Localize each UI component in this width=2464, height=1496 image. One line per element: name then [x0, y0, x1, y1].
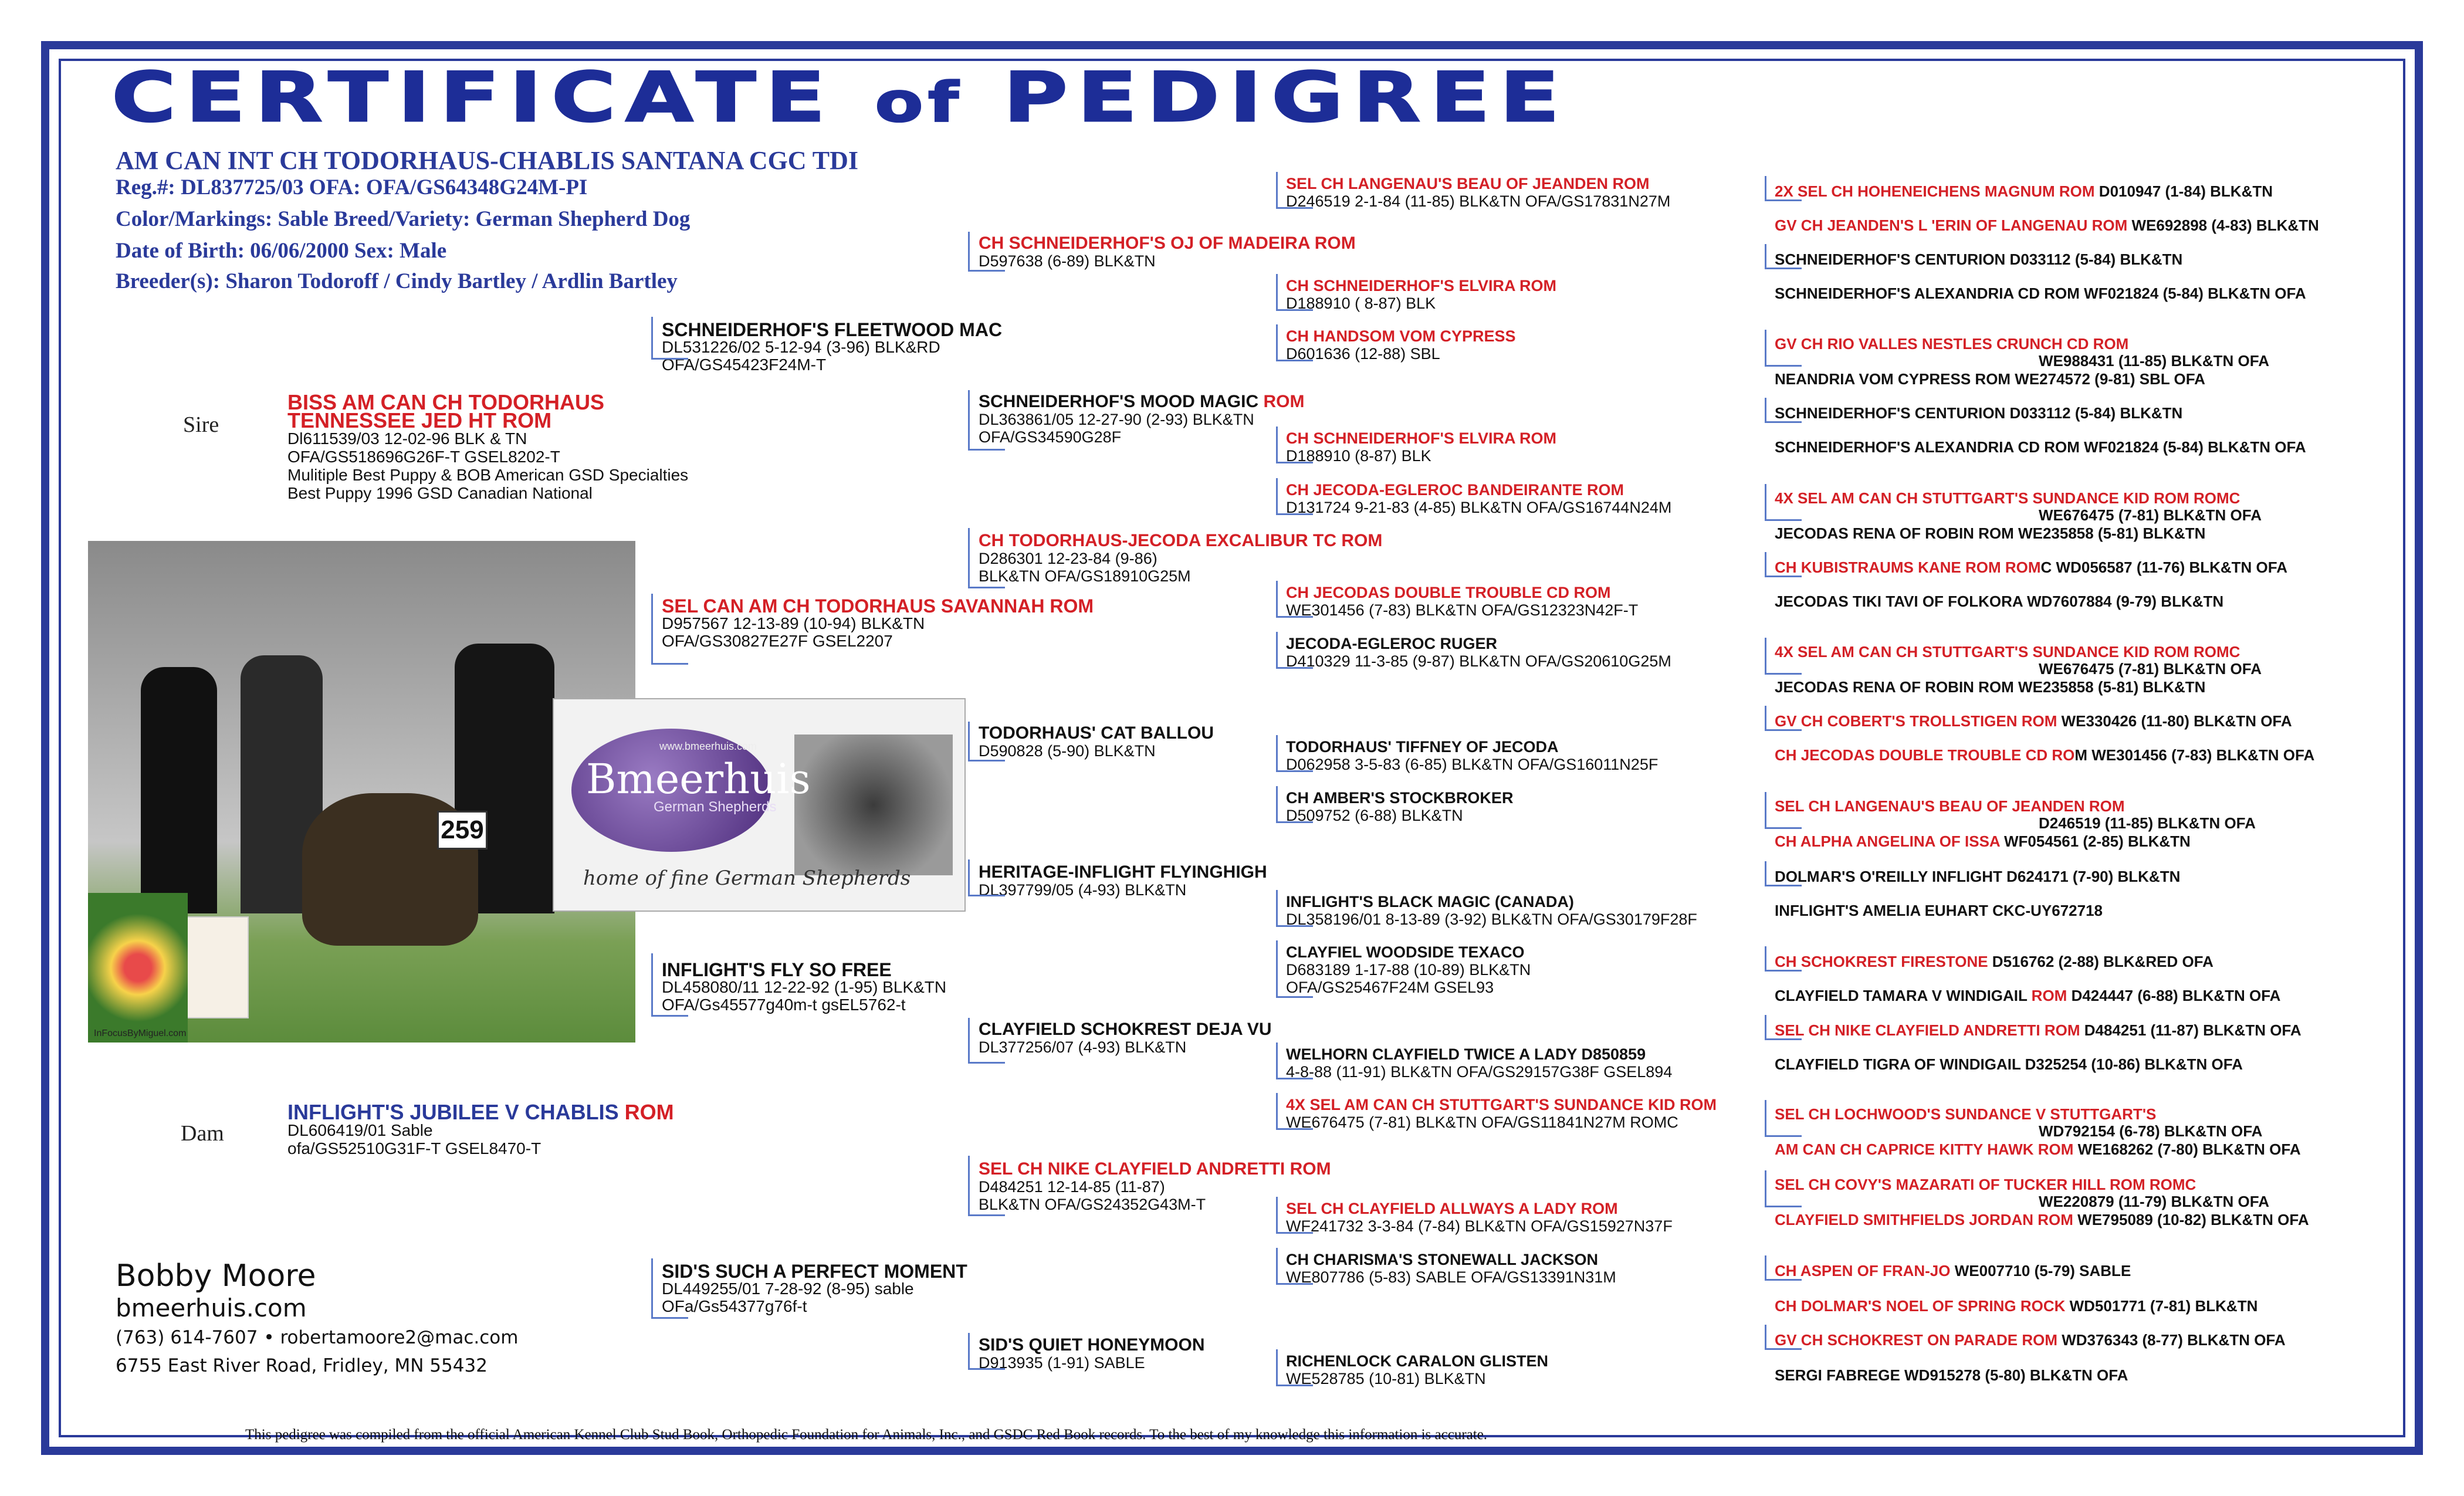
bracket: [1765, 1255, 1802, 1281]
bracket: [1765, 792, 1802, 829]
g3-detail-8a: D913935 (1-91) SABLE: [979, 1354, 1145, 1372]
g5-entry-26: [1775, 1141, 2301, 1158]
g5-black-14: JECODAS RENA OF ROBIN ROM WE235858 (5-81) BLK&TN: [1775, 678, 2206, 696]
g4-name-4: CH SCHNEIDERHOF'S ELVIRA ROM: [1286, 429, 1556, 447]
dog-name: AM CAN INT CH TODORHAUS-CHABLIS SANTANA CGC TDI: [116, 146, 859, 175]
g5-line2-25: WD792154 (6-78) BLK&TN OFA: [2039, 1122, 2263, 1140]
bracket: [1765, 484, 1802, 521]
g3-entry-1: [979, 235, 1356, 270]
g5-black2-22: D424447 (6-88) BLK&TN OFA: [2067, 987, 2281, 1004]
g5-entry-20: [1775, 902, 2103, 919]
g5-red-21: CH SCHOKREST FIRESTONE: [1775, 953, 1988, 970]
g4-detail-10: DL358196/01 8-13-89 (3-92) BLK&TN OFA/GS30179F28F: [1286, 911, 1697, 928]
logo-brand: Bmeerhuis: [586, 755, 811, 803]
contact-website: bmeerhuis.com: [116, 1294, 307, 1322]
g4-detail-6: WE301456 (7-83) BLK&TN OFA/GS12323N42F-T: [1286, 601, 1639, 619]
g5-entry-9: [1775, 490, 2262, 524]
g4-name-2: CH SCHNEIDERHOF'S ELVIRA ROM: [1286, 277, 1556, 295]
g4-entry-10: [1286, 893, 1697, 928]
logo-subtitle: German Shepherds: [654, 799, 777, 815]
g3-rom-2: ROM: [1263, 392, 1305, 411]
bracket: [1276, 581, 1313, 618]
g5-entry-1: [1775, 183, 2273, 200]
dam-rom: ROM: [624, 1100, 674, 1124]
g5-black-22: CLAYFIELD TAMARA V WINDIGAIL: [1775, 987, 2032, 1004]
g2-detail-2b: OFA/GS30827E27F GSEL2207: [662, 632, 893, 650]
g5-entry-22: [1775, 987, 2280, 1004]
g5-entry-18: [1775, 833, 2191, 850]
g4-detail-9: D509752 (6-88) BLK&TN: [1286, 807, 1463, 824]
g4-detail-4: D188910 (8-87) BLK: [1286, 447, 1431, 465]
bracket: [1276, 1093, 1313, 1130]
g4-name-15: CH CHARISMA'S STONEWALL JACKSON: [1286, 1251, 1598, 1268]
g5-black-8: SCHNEIDERHOF'S ALEXANDRIA CD ROM WF021824 (5-84) BLK&TN OFA: [1775, 438, 2306, 456]
g3-detail-3b: BLK&TN OFA/GS18910G25M: [979, 567, 1191, 585]
g5-red-31: GV CH SCHOKREST ON PARADE ROM: [1775, 1331, 2057, 1349]
logo-tagline: home of fine German Shepherds: [583, 867, 911, 890]
bracket: [651, 594, 688, 665]
bracket: [1276, 632, 1313, 669]
g5-black-4: SCHNEIDERHOF'S ALEXANDRIA CD ROM WF021824 (5-84) BLK&TN OFA: [1775, 285, 2306, 302]
g4-entry-12: [1286, 1045, 1672, 1081]
g5-black-6: NEANDRIA VOM CYPRESS ROM WE274572 (9-81) SBL OFA: [1775, 370, 2205, 388]
g3-detail-5a: DL397799/05 (4-93) BLK&TN: [979, 881, 1187, 899]
g5-entry-27: [1775, 1176, 2269, 1210]
g5-entry-3: [1775, 251, 2182, 268]
dam-label: Dam: [181, 1121, 224, 1146]
g4-detail-5: D131724 9-21-83 (4-85) BLK&TN OFA/GS16744N24M: [1286, 499, 1672, 516]
g4-name-1: SEL CH LANGENAU'S BEAU OF JEANDEN ROM: [1286, 175, 1650, 192]
trophy-plaque: [182, 916, 249, 1018]
bracket: [1765, 244, 1802, 269]
contact-name: Bobby Moore: [116, 1258, 316, 1294]
g5-red-16: CH JECODAS DOUBLE TROUBLE CD RO: [1775, 746, 2075, 764]
g5-red-11: CH KUBISTRAUMS KANE ROM ROM: [1775, 559, 2041, 576]
g3-name-2: SCHNEIDERHOF'S MOOD MAGIC: [979, 392, 1264, 411]
bracket: [968, 232, 1005, 272]
g4-entry-1: [1286, 175, 1670, 210]
bracket: [1276, 735, 1313, 772]
g5-black-30: WD501771 (7-81) BLK&TN: [2065, 1297, 2258, 1315]
g4-name-12: WELHORN CLAYFIELD TWICE A LADY D850859: [1286, 1045, 1646, 1063]
sire-detail-3: Mulitiple Best Puppy & BOB American GSD Specialties: [287, 466, 689, 484]
bracket: [1765, 706, 1802, 731]
bracket: [968, 1018, 1005, 1064]
g2-detail-4a: DL449255/01 7-28-92 (8-95) sable: [662, 1280, 914, 1298]
bracket: [1276, 478, 1313, 515]
bracket: [1276, 940, 1313, 998]
bracket: [1276, 172, 1313, 209]
g5-black-29: WE007710 (5-79) SABLE: [1950, 1262, 2131, 1280]
g5-entry-10: [1775, 525, 2205, 542]
g5-entry-14: [1775, 679, 2205, 696]
bracket: [651, 953, 688, 1017]
g5-entry-25: [1775, 1106, 2262, 1140]
bracket: [1276, 274, 1313, 311]
g5-red-26: AM CAN CH CAPRICE KITTY HAWK ROM: [1775, 1140, 2074, 1158]
g4-entry-3: [1286, 327, 1516, 363]
g4-detail-2: D188910 ( 8-87) BLK: [1286, 295, 1436, 312]
g5-red-5: GV CH RIO VALLES NESTLES CRUNCH CD ROM: [1775, 335, 2129, 353]
g5-red-28: CLAYFIELD SMITHFIELDS JORDAN ROM: [1775, 1211, 2073, 1228]
g5-line2-27: WE220879 (11-79) BLK&TN OFA: [2039, 1193, 2270, 1210]
g5-black-15: WE330426 (11-80) BLK&TN OFA: [2057, 712, 2292, 730]
g3-name-7: SEL CH NIKE CLAYFIELD ANDRETTI ROM: [979, 1159, 1331, 1179]
bracket: [651, 317, 688, 360]
g5-red-2: GV CH JEANDEN'S L 'ERIN OF LANGENAU ROM: [1775, 216, 2128, 234]
g5-red-9: 4X SEL AM CAN CH STUTTGART'S SUNDANCE KID ROM ROMC: [1775, 489, 2240, 507]
g5-entry-30: [1775, 1298, 2257, 1315]
g4-entry-16: [1286, 1352, 1548, 1387]
g2-name-4: SID'S SUCH A PERFECT MOMENT: [662, 1261, 967, 1282]
sire-detail-4: Best Puppy 1996 GSD Canadian National: [287, 484, 593, 502]
g3-detail-3a: D286301 12-23-84 (9-86): [979, 550, 1157, 567]
bracket: [1276, 890, 1313, 927]
g2-name-2: SEL CAN AM CH TODORHAUS SAVANNAH ROM: [662, 595, 1094, 617]
g4-name-16: RICHENLOCK CARALON GLISTEN: [1286, 1352, 1548, 1370]
g4-entry-4: [1286, 429, 1556, 465]
g2-name-1: SCHNEIDERHOF'S FLEETWOOD MAC: [662, 319, 1003, 340]
g5-red-29: CH ASPEN OF FRAN-JO: [1775, 1262, 1951, 1280]
g3-name-5: HERITAGE-INFLIGHT FLYINGHIGH: [979, 862, 1267, 882]
g4-entry-7: [1286, 635, 1671, 670]
contact-phone-email: (763) 614-7607 • robertamoore2@mac.com: [116, 1327, 519, 1348]
g3-name-8: SID'S QUIET HONEYMOON: [979, 1335, 1205, 1355]
g5-entry-4: [1775, 285, 2306, 302]
photo-credit: InFocusByMiguel.com: [94, 1028, 187, 1038]
g4-detail-11a: D683189 1-17-88 (10-89) BLK&TN: [1286, 961, 1531, 979]
g2-detail-1a: DL531226/02 5-12-94 (3-96) BLK&RD: [662, 338, 940, 356]
g3-detail-1a: D597638 (6-89) BLK&TN: [979, 252, 1156, 270]
g4-name-13: 4X SEL AM CAN CH STUTTGART'S SUNDANCE KID ROM: [1286, 1096, 1717, 1113]
g5-red-17: SEL CH LANGENAU'S BEAU OF JEANDEN ROM: [1775, 797, 2125, 815]
g2-detail-4b: OFa/Gs54377g76f-t: [662, 1297, 807, 1315]
g5-entry-12: [1775, 593, 2223, 610]
bracket: [968, 390, 1005, 451]
breeders: Breeder(s): Sharon Todoroff / Cindy Bartley / Ardlin Bartley: [116, 269, 678, 293]
g2-detail-3b: OFA/Gs45577g40m-t gsEL5762-t: [662, 996, 906, 1014]
g4-name-9: CH AMBER'S STOCKBROKER: [1286, 789, 1514, 807]
g2-name-3: INFLIGHT'S FLY SO FREE: [662, 959, 892, 980]
bracket: [1765, 1325, 1802, 1350]
g5-black-31: WD376343 (8-77) BLK&TN OFA: [2057, 1331, 2286, 1349]
g2-entry-2: [662, 597, 1094, 650]
g5-entry-21: [1775, 953, 2213, 970]
g5-red-23: SEL CH NIKE CLAYFIELD ANDRETTI ROM: [1775, 1021, 2080, 1039]
dam-name: INFLIGHT'S JUBILEE V CHABLIS: [287, 1100, 625, 1124]
g5-red-30: CH DOLMAR'S NOEL OF SPRING ROCK: [1775, 1297, 2066, 1315]
g4-entry-9: [1286, 789, 1513, 824]
bracket: [1765, 638, 1802, 675]
sire-entry: [287, 390, 689, 502]
g5-black-32: SERGI FABREGE WD915278 (5-80) BLK&TN OFA: [1775, 1366, 2128, 1384]
dam-detail-2: ofa/GS52510G31F-T GSEL8470-T: [287, 1139, 541, 1157]
bracket: [968, 722, 1005, 761]
bmeerhuis-logo: [553, 698, 966, 912]
g5-entry-11: [1775, 559, 2287, 576]
logo-url: www.bmeerhuis.com: [659, 740, 757, 752]
g5-black-20: INFLIGHT'S AMELIA EUHART CKC-UY672718: [1775, 902, 2103, 919]
g2-detail-2a: D957567 12-13-89 (10-94) BLK&TN: [662, 614, 925, 632]
g4-detail-7: D410329 11-3-85 (9-87) BLK&TN OFA/GS20610G25M: [1286, 652, 1671, 670]
g3-name-3: CH TODORHAUS-JECODA EXCALIBUR TC ROM: [979, 531, 1383, 550]
g5-black-10: JECODAS RENA OF ROBIN ROM WE235858 (5-81) BLK&TN: [1775, 524, 2206, 542]
g2-entry-1: [662, 321, 1002, 374]
g5-black-21: D516762 (2-88) BLK&RED OFA: [1988, 953, 2213, 970]
g3-detail-6a: DL377256/07 (4-93) BLK&TN: [979, 1038, 1187, 1056]
g5-entry-24: [1775, 1056, 2243, 1073]
bracket: [1276, 1197, 1313, 1234]
bracket: [1276, 1349, 1313, 1386]
g3-detail-2a: DL363861/05 12-27-90 (2-93) BLK&TN: [979, 411, 1254, 428]
bracket: [651, 1258, 688, 1319]
g5-line2-9: WE676475 (7-81) BLK&TN OFA: [2039, 506, 2262, 524]
g3-entry-6: [979, 1021, 1272, 1056]
g4-detail-13: WE676475 (7-81) BLK&TN OFA/GS11841N27M ROMC: [1286, 1113, 1678, 1131]
g3-entry-8: [979, 1336, 1205, 1372]
dogs-photo: [794, 735, 953, 875]
g3-detail-7b: BLK&TN OFA/GS24352G43M-T: [979, 1196, 1206, 1213]
g4-name-7: JECODA-EGLEROC RUGER: [1286, 635, 1498, 652]
g5-entry-28: [1775, 1211, 2309, 1228]
g5-black-3: SCHNEIDERHOF'S CENTURION D033112 (5-84) BLK&TN: [1775, 251, 2183, 268]
g3-name-6: CLAYFIELD SCHOKREST DEJA VU: [979, 1020, 1272, 1039]
g5-black-19: DOLMAR'S O'REILLY INFLIGHT D624171 (7-90) BLK&TN: [1775, 868, 2181, 885]
g4-detail-12: 4-8-88 (11-91) BLK&TN OFA/GS29157G38F GSEL894: [1286, 1063, 1673, 1081]
g4-detail-14: WF241732 3-3-84 (7-84) BLK&TN OFA/GS15927N37F: [1286, 1217, 1673, 1235]
g5-entry-5: [1775, 336, 2269, 370]
registration-number: Reg.#: DL837725/03 OFA: OFA/GS64348G24M-PI: [116, 175, 588, 199]
g4-name-5: CH JECODA-EGLEROC BANDEIRANTE ROM: [1286, 481, 1624, 499]
color-breed: Color/Markings: Sable Breed/Variety: German Shepherd Dog: [116, 207, 691, 231]
dam-entry: [287, 1100, 674, 1157]
g5-entry-15: [1775, 713, 2292, 730]
bracket: [1765, 552, 1802, 577]
g4-entry-15: [1286, 1251, 1616, 1286]
title-word-of: of: [875, 70, 963, 134]
g5-red-13: 4X SEL AM CAN CH STUTTGART'S SUNDANCE KID ROM ROMC: [1775, 643, 2240, 661]
g5-entry-29: [1775, 1263, 2131, 1280]
g4-detail-3: D601636 (12-88) SBL: [1286, 345, 1440, 363]
g5-line2-17: D246519 (11-85) BLK&TN OFA: [2039, 814, 2256, 832]
g5-red-1: 2X SEL CH HOHENEICHENS MAGNUM ROM: [1775, 182, 2095, 200]
g4-entry-8: [1286, 738, 1658, 773]
g5-entry-2: [1775, 217, 2319, 234]
person-figure: [141, 667, 217, 913]
g2-detail-1b: OFA/GS45423F24M-T: [662, 356, 827, 374]
bracket: [1765, 330, 1802, 367]
g4-name-14: SEL CH CLAYFIELD ALLWAYS A LADY ROM: [1286, 1200, 1618, 1217]
bracket: [1765, 398, 1802, 423]
g3-detail-7a: D484251 12-14-85 (11-87): [979, 1178, 1165, 1196]
g4-detail-16: WE528785 (10-81) BLK&TN: [1286, 1370, 1486, 1387]
flowers: [88, 893, 188, 1043]
g4-name-11: CLAYFIEL WOODSIDE TEXACO: [1286, 943, 1525, 961]
g2-entry-3: [662, 961, 946, 1014]
g5-black-24: CLAYFIELD TIGRA OF WINDIGAIL D325254 (10-86) BLK&TN OFA: [1775, 1055, 2243, 1073]
g5-entry-31: [1775, 1332, 2286, 1349]
g2-entry-4: [662, 1263, 967, 1315]
g3-entry-4: [979, 725, 1214, 760]
arm-number: 259: [437, 811, 488, 849]
bracket: [1765, 176, 1802, 201]
g3-entry-5: [979, 864, 1267, 899]
g5-red2-22: ROM: [2031, 987, 2067, 1004]
g5-red-27: SEL CH COVY'S MAZARATI OF TUCKER HILL ROM ROMC: [1775, 1176, 2196, 1193]
g5-entry-17: [1775, 798, 2256, 832]
bracket: [968, 859, 1005, 896]
g5-entry-13: [1775, 644, 2262, 678]
bracket: [1276, 1248, 1313, 1285]
g5-red-18: CH ALPHA ANGELINA OF ISSA: [1775, 832, 2000, 850]
g4-detail-1: D246519 2-1-84 (11-85) BLK&TN OFA/GS17831N27M: [1286, 192, 1671, 210]
g4-entry-13: [1286, 1096, 1717, 1131]
title-word-certificate: CERTIFICATE: [111, 57, 835, 138]
g5-entry-6: [1775, 371, 2205, 388]
g3-name-1: CH SCHNEIDERHOF'S OJ OF MADEIRA ROM: [979, 233, 1356, 253]
g4-name-8: TODORHAUS' TIFFNEY OF JECODA: [1286, 738, 1559, 756]
g5-red-15: GV CH COBERT'S TROLLSTIGEN ROM: [1775, 712, 2057, 730]
certificate-title: [111, 57, 1569, 138]
contact-address: 6755 East River Road, Fridley, MN 55432: [116, 1355, 488, 1376]
g5-line2-13: WE676475 (7-81) BLK&TN OFA: [2039, 660, 2262, 678]
bracket: [1765, 1170, 1802, 1207]
g4-entry-14: [1286, 1200, 1673, 1235]
g5-entry-32: [1775, 1367, 2128, 1384]
g4-entry-6: [1286, 584, 1638, 619]
g5-line2-5: WE988431 (11-85) BLK&TN OFA: [2039, 352, 2270, 370]
g4-entry-11: [1286, 943, 1531, 996]
g5-black-16: M WE301456 (7-83) BLK&TN OFA: [2074, 746, 2315, 764]
g5-black-28: WE795089 (10-82) BLK&TN OFA: [2073, 1211, 2309, 1228]
g4-name-3: CH HANDSOM VOM CYPRESS: [1286, 327, 1516, 345]
g4-detail-11b: OFA/GS25467F24M GSEL93: [1286, 979, 1494, 996]
g3-entry-2: [979, 393, 1304, 446]
g5-entry-23: [1775, 1022, 2301, 1039]
g5-black-7: SCHNEIDERHOF'S CENTURION D033112 (5-84) BLK&TN: [1775, 404, 2183, 422]
bracket: [1276, 324, 1313, 361]
sire-detail-1: Dl611539/03 12-02-96 BLK & TN: [287, 429, 527, 448]
g2-detail-3a: DL458080/11 12-22-92 (1-95) BLK&TN: [662, 978, 947, 996]
g5-black-2: WE692898 (4-83) BLK&TN: [2127, 216, 2319, 234]
g5-black-26: WE168262 (7-80) BLK&TN OFA: [2073, 1140, 2301, 1158]
bracket: [968, 1333, 1005, 1370]
bracket: [1765, 861, 1802, 886]
g4-entry-2: [1286, 277, 1556, 312]
g5-entry-8: [1775, 439, 2306, 456]
date-of-birth: Date of Birth: 06/06/2000 Sex: Male: [116, 239, 447, 263]
sire-name-line2: TENNESSEE JED HT ROM: [287, 408, 552, 432]
footer-note: This pedigree was compiled from the official American Kennel Club Stud Book, Orthopedic Foundation for Animals, Inc., and GSDC Red Book records. To the best of my knowledge this information is accurate.: [245, 1427, 1488, 1443]
sire-detail-2: OFA/GS518696G26F-T GSEL8202-T: [287, 448, 560, 466]
title-word-pedigree: PEDIGREE: [1003, 57, 1569, 138]
g5-red-25: SEL CH LOCHWOOD'S SUNDANCE V STUTTGART'S: [1775, 1105, 2157, 1123]
g5-black-18: WF054561 (2-85) BLK&TN: [1999, 832, 2191, 850]
bracket: [968, 1156, 1005, 1216]
g5-entry-7: [1775, 405, 2182, 422]
bracket: [1276, 786, 1313, 823]
bracket: [968, 528, 1005, 588]
g5-black-1: D010947 (1-84) BLK&TN: [2094, 182, 2273, 200]
bracket: [1276, 1043, 1313, 1079]
g4-name-10: INFLIGHT'S BLACK MAGIC (CANADA): [1286, 893, 1574, 911]
g4-name-6: CH JECODAS DOUBLE TROUBLE CD ROM: [1286, 584, 1611, 601]
g3-name-4: TODORHAUS' CAT BALLOU: [979, 723, 1214, 743]
g3-detail-2b: OFA/GS34590G28F: [979, 428, 1122, 446]
sire-name-line1: BISS AM CAN CH TODORHAUS: [287, 390, 605, 414]
bracket: [1765, 946, 1802, 972]
g4-entry-5: [1286, 481, 1671, 516]
bracket: [1765, 1100, 1802, 1137]
g3-detail-4a: D590828 (5-90) BLK&TN: [979, 742, 1156, 760]
sire-label: Sire: [183, 412, 219, 437]
g5-black-11: C WD056587 (11-76) BLK&TN OFA: [2040, 559, 2287, 576]
g5-entry-16: [1775, 747, 2314, 764]
g5-black-23: D484251 (11-87) BLK&TN OFA: [2080, 1021, 2301, 1039]
dam-detail-1: DL606419/01 Sable: [287, 1121, 433, 1139]
bracket: [1276, 427, 1313, 463]
g3-entry-3: [979, 532, 1382, 585]
g4-detail-8: D062958 3-5-83 (6-85) BLK&TN OFA/GS16011N25F: [1286, 756, 1659, 773]
g4-detail-15: WE807786 (5-83) SABLE OFA/GS13391N31M: [1286, 1268, 1616, 1286]
bracket: [1765, 1015, 1802, 1040]
g5-black-12: JECODAS TIKI TAVI OF FOLKORA WD7607884 (9-79) BLK&TN: [1775, 593, 2224, 610]
g5-entry-19: [1775, 868, 2180, 885]
